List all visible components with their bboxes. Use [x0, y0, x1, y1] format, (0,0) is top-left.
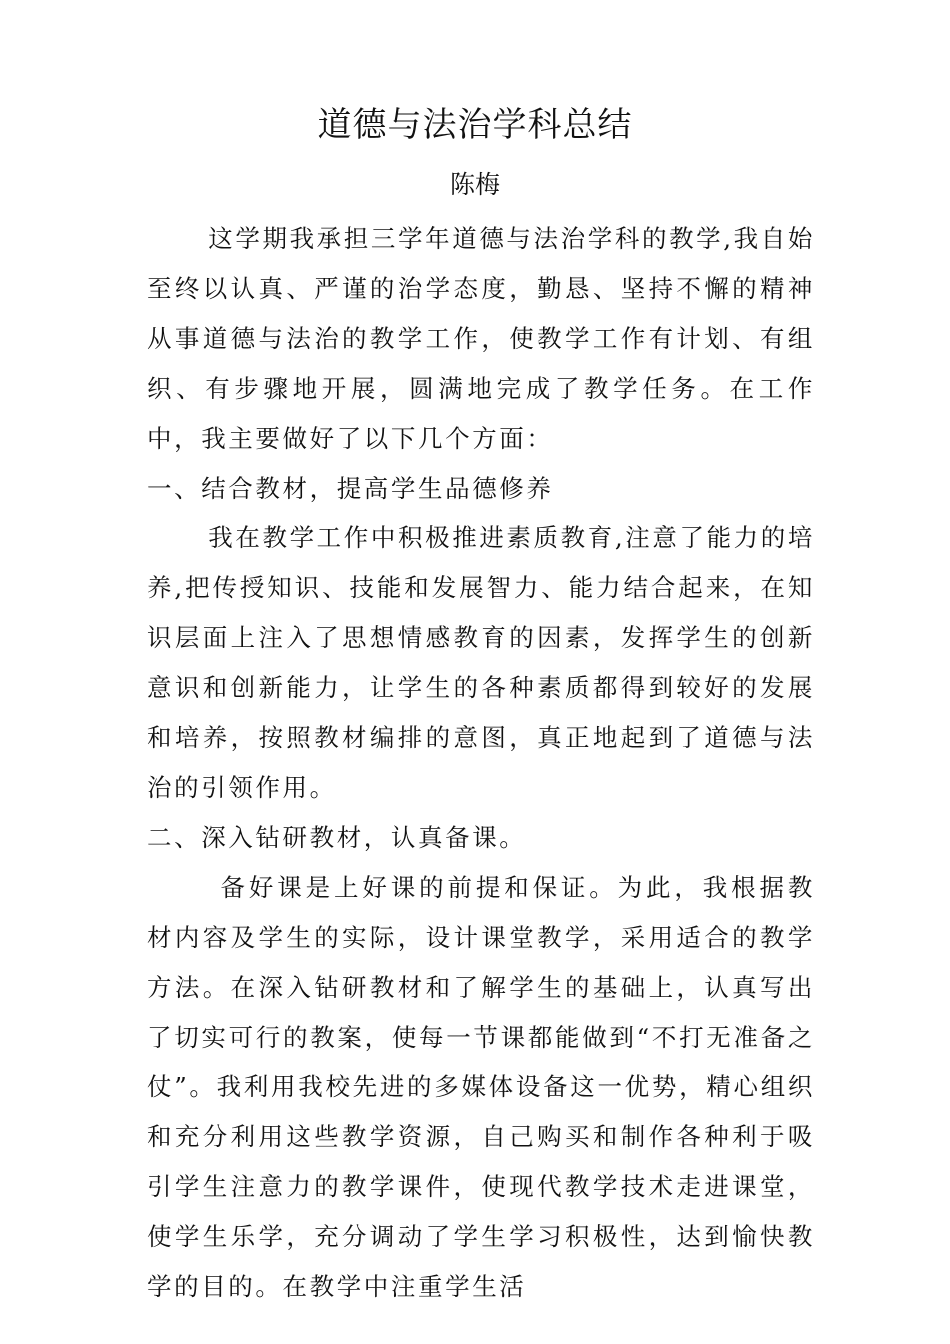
section-1-paragraph: 我在教学工作中积极推进素质教育,注意了能力的培养,把传授知识、技能和发展智力、能力结合起来，在知识层面上注入了思想情感教育的因素，发挥学生的创新意识和创新能力，让学生的各种素质都得到较好的发展和培养，按照教材编排的意图，真正地起到了道德与法治的引领作用。	[147, 523, 815, 802]
document-author: 陈梅	[449, 170, 500, 199]
intro-paragraph: 这学期我承担三学年道德与法治学科的教学,我自始至终以认真、严谨的治学态度，勤恳、坚持不懈的精神从事道德与法治的教学工作，使教学工作有计划、有组织、有步骤地开展，圆满地完成了教学任务。在工作中，我主要做好了以下几个方面：	[147, 224, 815, 453]
section-2-paragraph: 备好课是上好课的前提和保证。为此，我根据教材内容及学生的实际，设计课堂教学，采用适合的教学方法。在深入钻研教材和了解学生的基础上，认真写出了切实可行的教案，使每一节课都能做到“不打无准备之仗”。我利用我校先进的多媒体设备这一优势，精心组织和充分利用这些教学资源，自己购买和制作各种利于吸引学生注意力的教学课件，使现代教学技术走进课堂，使学生乐学，充分调动了学生学习积极性，达到愉快教学的目的。在教学中注重学生活	[147, 872, 815, 1302]
section-heading-1: 一、结合教材，提高学生品德修养	[147, 473, 554, 503]
document-body	[147, 214, 815, 1312]
document-title: 道德与法治学科总结	[317, 105, 633, 145]
section-heading-2: 二、深入钻研教材，认真备课。	[147, 822, 527, 852]
